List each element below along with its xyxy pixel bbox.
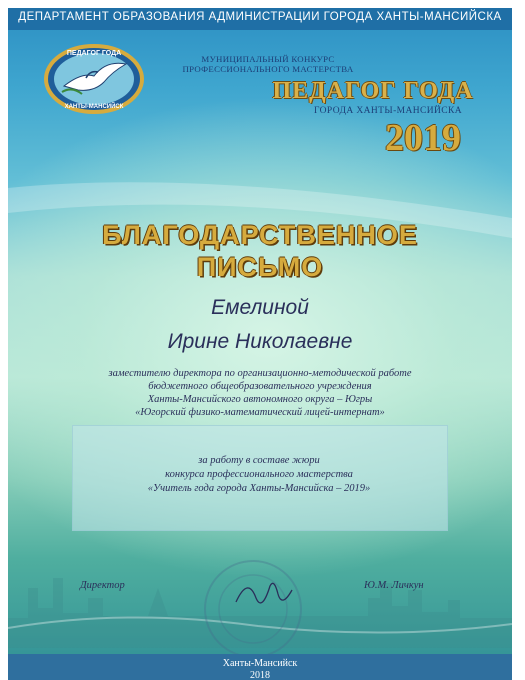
recipient-surname: Емелиной (211, 296, 309, 319)
contest-year: 2019 (385, 117, 461, 159)
letter-title-line-1: БЛАГОДАРСТВЕННОЕ (102, 220, 418, 250)
signatory-name: Ю.М. Личкун (364, 580, 424, 591)
footer-city: Ханты-Мансийск (222, 658, 298, 669)
contest-title: ПЕДАГОГ ГОДА (272, 78, 474, 104)
certificate-sheet (8, 8, 512, 680)
reason-line: «Учитель года города Ханты-Мансийска – 2019» (147, 483, 371, 494)
position-line: заместителю директора по организационно-методической работе (108, 368, 412, 379)
recipient-name: Ирине Николаевне (167, 330, 353, 353)
position-line: бюджетного общеобразовательного учреждения (148, 381, 372, 392)
contest-line-2: ПРОФЕССИОНАЛЬНОГО МАСТЕРСТВА (182, 64, 354, 74)
position-line: Ханты-Мансийского автономного округа – Югры (147, 394, 373, 405)
footer-year: 2018 (250, 670, 270, 680)
svg-text:ПЕДАГОГ ГОДА: ПЕДАГОГ ГОДА (66, 50, 122, 57)
contest-subtitle (148, 54, 388, 74)
svg-text:ХАНТЫ-МАНСИЙСК: ХАНТЫ-МАНСИЙСК (64, 104, 124, 110)
signatory-role: Директор (80, 580, 125, 591)
letter-title-line-2: ПИСЬМО (196, 252, 324, 282)
contest-city: ГОРОДА ХАНТЫ-МАНСИЙСКА (313, 106, 462, 116)
department-header: ДЕПАРТАМЕНТ ОБРАЗОВАНИЯ АДМИНИСТРАЦИИ ГОРОДА ХАНТЫ-МАНСИЙСКА (18, 11, 502, 23)
handwritten-signature (228, 568, 298, 618)
pelican-emblem-logo (42, 42, 146, 116)
reason-line: за работу в составе жюри (198, 455, 320, 466)
reason-line: конкурса профессионального мастерства (165, 469, 353, 480)
contest-line-1: МУНИЦИПАЛЬНЫЙ КОНКУРС (201, 54, 335, 64)
position-line: «Югорский физико-математический лицей-интернат» (135, 407, 385, 418)
